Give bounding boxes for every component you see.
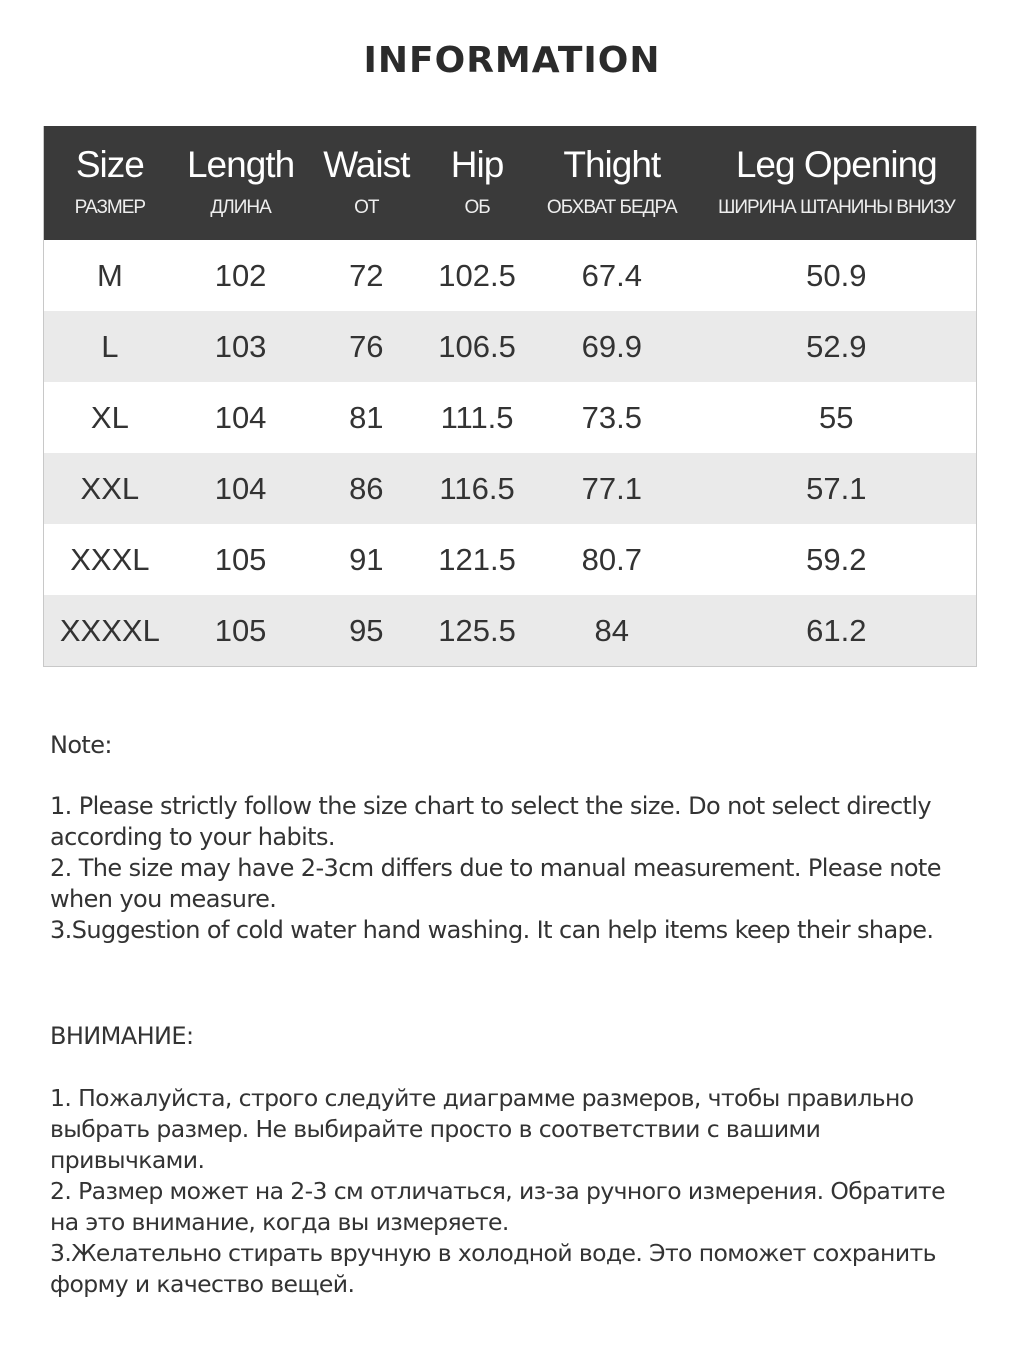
cell-size: L [101, 328, 119, 364]
column-header-label: Leg Opening [735, 144, 937, 185]
cell-size: XXL [80, 470, 140, 506]
note-item: 3.Желательно стирать вручную в холодной воде. Это поможет сохранить форму и качество вещей. [50, 1239, 936, 1298]
cell-length: 104 [214, 470, 267, 506]
cell-size: XL [90, 399, 129, 435]
note-item: 2. Размер может на 2-3 см отличаться, из-за ручного измерения. Обратите на это внимание, когда вы измеряете. [50, 1177, 945, 1236]
cell-thigh: 69.9 [581, 328, 642, 364]
cell-thigh: 77.1 [581, 470, 642, 506]
cell-length: 102 [214, 257, 267, 293]
table-row [44, 595, 976, 666]
column-header-hip [427, 126, 527, 240]
cell-thigh: 80.7 [581, 541, 642, 577]
column-header-label: Hip [450, 144, 504, 185]
note-item: 3.Suggestion of cold water hand washing. It can help items keep their shape. [50, 916, 934, 944]
table-row [44, 311, 976, 382]
cell-thigh: 73.5 [581, 399, 642, 435]
page-title: INFORMATION [363, 40, 661, 81]
cell-leg-opening: 57.1 [806, 470, 867, 506]
cell-hip: 125.5 [438, 612, 516, 648]
note-list-ru [50, 1083, 980, 1300]
cell-size: M [96, 257, 123, 293]
note-item: 1. Please strictly follow the size chart to select the size. Do not select directly according to your habits. [50, 792, 932, 851]
cell-size: XXXXL [59, 612, 160, 648]
column-header-size [44, 126, 176, 240]
note-item: 2. The size may have 2-3cm differs due to manual measurement. Please note when you measure. [50, 854, 941, 913]
table-header [44, 126, 976, 240]
column-header-leg-opening [697, 126, 976, 240]
cell-waist: 72 [349, 257, 384, 293]
column-header-waist [305, 126, 427, 240]
note-heading-ru [50, 1021, 980, 1052]
cell-length: 105 [214, 612, 267, 648]
column-header-label: Length [186, 144, 295, 185]
cell-leg-opening: 61.2 [806, 612, 867, 648]
cell-leg-opening: 50.9 [806, 257, 867, 293]
table-row [44, 524, 976, 595]
cell-thigh: 67.4 [581, 257, 642, 293]
note-list-en [50, 791, 980, 946]
cell-hip: 111.5 [440, 399, 514, 435]
note-item: 1. Пожалуйста, строго следуйте диаграмме размеров, чтобы правильно выбрать размер. Не выбирайте просто в соответствии с вашими привычками. [50, 1084, 914, 1174]
note-heading-text: ВНИМАНИЕ: [50, 1022, 194, 1050]
column-header-sublabel: ОБ [464, 197, 490, 218]
cell-leg-opening: 59.2 [806, 541, 867, 577]
table-row [44, 240, 976, 311]
column-header-sublabel: ШИРИНА ШТАНИНЫ ВНИЗУ [717, 197, 955, 218]
column-header-sublabel: ОТ [354, 197, 379, 218]
column-header-sublabel: ОБХВАТ БЕДРА [546, 197, 677, 218]
cell-thigh: 84 [594, 612, 630, 648]
cell-waist: 91 [349, 541, 384, 577]
cell-length: 105 [214, 541, 267, 577]
cell-waist: 95 [349, 612, 384, 648]
cell-leg-opening: 52.9 [806, 328, 867, 364]
column-header-label: Waist [323, 144, 410, 185]
table-row [44, 453, 976, 524]
column-header-sublabel: РАЗМЕР [74, 197, 146, 218]
cell-leg-opening: 55 [819, 399, 854, 435]
column-header-thigh [527, 126, 697, 240]
column-header-label: Size [75, 144, 144, 185]
note-heading-text: Note: [50, 731, 112, 759]
cell-length: 103 [214, 328, 267, 364]
note-heading-en [50, 730, 980, 761]
column-header-length [176, 126, 306, 240]
table-row [44, 382, 976, 453]
column-header-label: Thight [563, 144, 661, 185]
cell-length: 104 [214, 399, 267, 435]
cell-waist: 76 [349, 328, 384, 364]
cell-waist: 86 [349, 470, 384, 506]
cell-hip: 106.5 [438, 328, 516, 364]
cell-hip: 121.5 [438, 541, 516, 577]
cell-hip: 102.5 [438, 257, 516, 293]
cell-size: XXXL [70, 541, 150, 577]
cell-waist: 81 [349, 399, 384, 435]
cell-hip: 116.5 [439, 470, 515, 506]
column-header-sublabel: ДЛИНА [210, 197, 271, 218]
size-chart-table [43, 126, 977, 667]
